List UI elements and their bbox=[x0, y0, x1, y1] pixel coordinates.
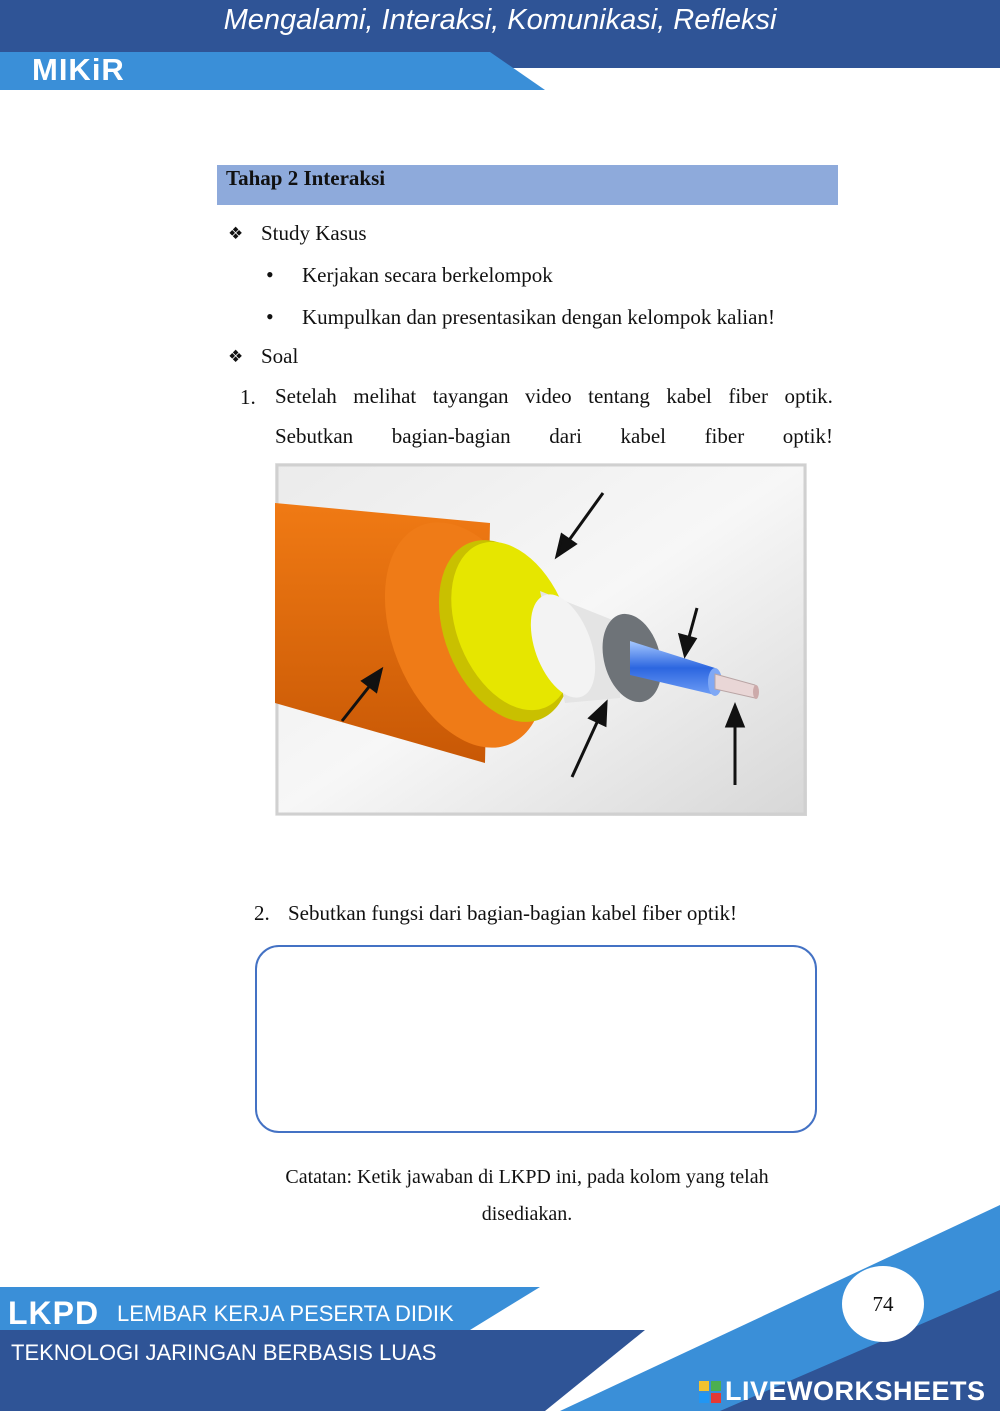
footer-course-title: TEKNOLOGI JARINGAN BERBASIS LUAS bbox=[11, 1340, 437, 1365]
liveworksheets-logo-icon bbox=[699, 1381, 721, 1403]
fiber-optic-cable-illustration bbox=[275, 463, 807, 816]
footer-subtitle: LEMBAR KERJA PESERTA DIDIK bbox=[117, 1301, 454, 1326]
q1-word: Sebutkan bbox=[275, 424, 354, 448]
q1-word: fiber bbox=[704, 424, 745, 448]
question-2-number: 2. bbox=[254, 901, 270, 925]
study-case-bullet-2: Kumpulkan dan presentasikan dengan kelompok kalian! bbox=[302, 305, 775, 329]
header-title: Mengalami, Interaksi, Komunikasi, Refleksi bbox=[223, 4, 777, 36]
bullet-dot-icon: • bbox=[266, 262, 274, 287]
q1-word: melihat bbox=[353, 384, 417, 408]
soal-label: Soal bbox=[261, 344, 299, 368]
study-case-label: Study Kasus bbox=[261, 221, 367, 245]
bullet-dot-icon: • bbox=[266, 304, 274, 329]
q1-word: kabel bbox=[620, 424, 666, 448]
study-case-bullet-1: Kerjakan secara berkelompok bbox=[302, 263, 553, 287]
note-line-1: Catatan: Ketik jawaban di LKPD ini, pada kolom yang telah bbox=[285, 1166, 769, 1188]
q1-word: fiber bbox=[728, 384, 769, 408]
diamond-bullet-icon: ❖ bbox=[228, 347, 244, 367]
question-1-number: 1. bbox=[240, 385, 256, 409]
page-number: 74 bbox=[872, 1292, 894, 1316]
q1-word: bagian-bagian bbox=[391, 424, 511, 448]
q1-word: tayangan bbox=[432, 384, 509, 408]
note-line-2: disediakan. bbox=[481, 1203, 573, 1225]
liveworksheets-wordmark: LIVEWORKSHEETS bbox=[725, 1376, 986, 1406]
header-brand: MIKiR bbox=[32, 52, 125, 87]
question-1-line-1 bbox=[275, 386, 833, 407]
diamond-bullet-icon: ❖ bbox=[228, 224, 244, 244]
q1-word: optik! bbox=[782, 424, 833, 448]
section-title: Tahap 2 Interaksi bbox=[226, 166, 386, 190]
q1-word: optik. bbox=[784, 384, 833, 408]
q1-word: Setelah bbox=[275, 384, 337, 408]
q1-word: dari bbox=[549, 424, 582, 448]
question-1-line-2 bbox=[275, 426, 833, 447]
q1-word: tentang bbox=[588, 384, 650, 408]
q1-word: kabel bbox=[666, 384, 712, 408]
answer-textbox[interactable] bbox=[255, 945, 817, 1133]
liveworksheets-logo bbox=[699, 1376, 986, 1407]
footer-lkpd-label: LKPD bbox=[8, 1295, 100, 1331]
question-2-text: Sebutkan fungsi dari bagian-bagian kabel fiber optik! bbox=[288, 901, 738, 925]
q1-word: video bbox=[525, 384, 572, 408]
